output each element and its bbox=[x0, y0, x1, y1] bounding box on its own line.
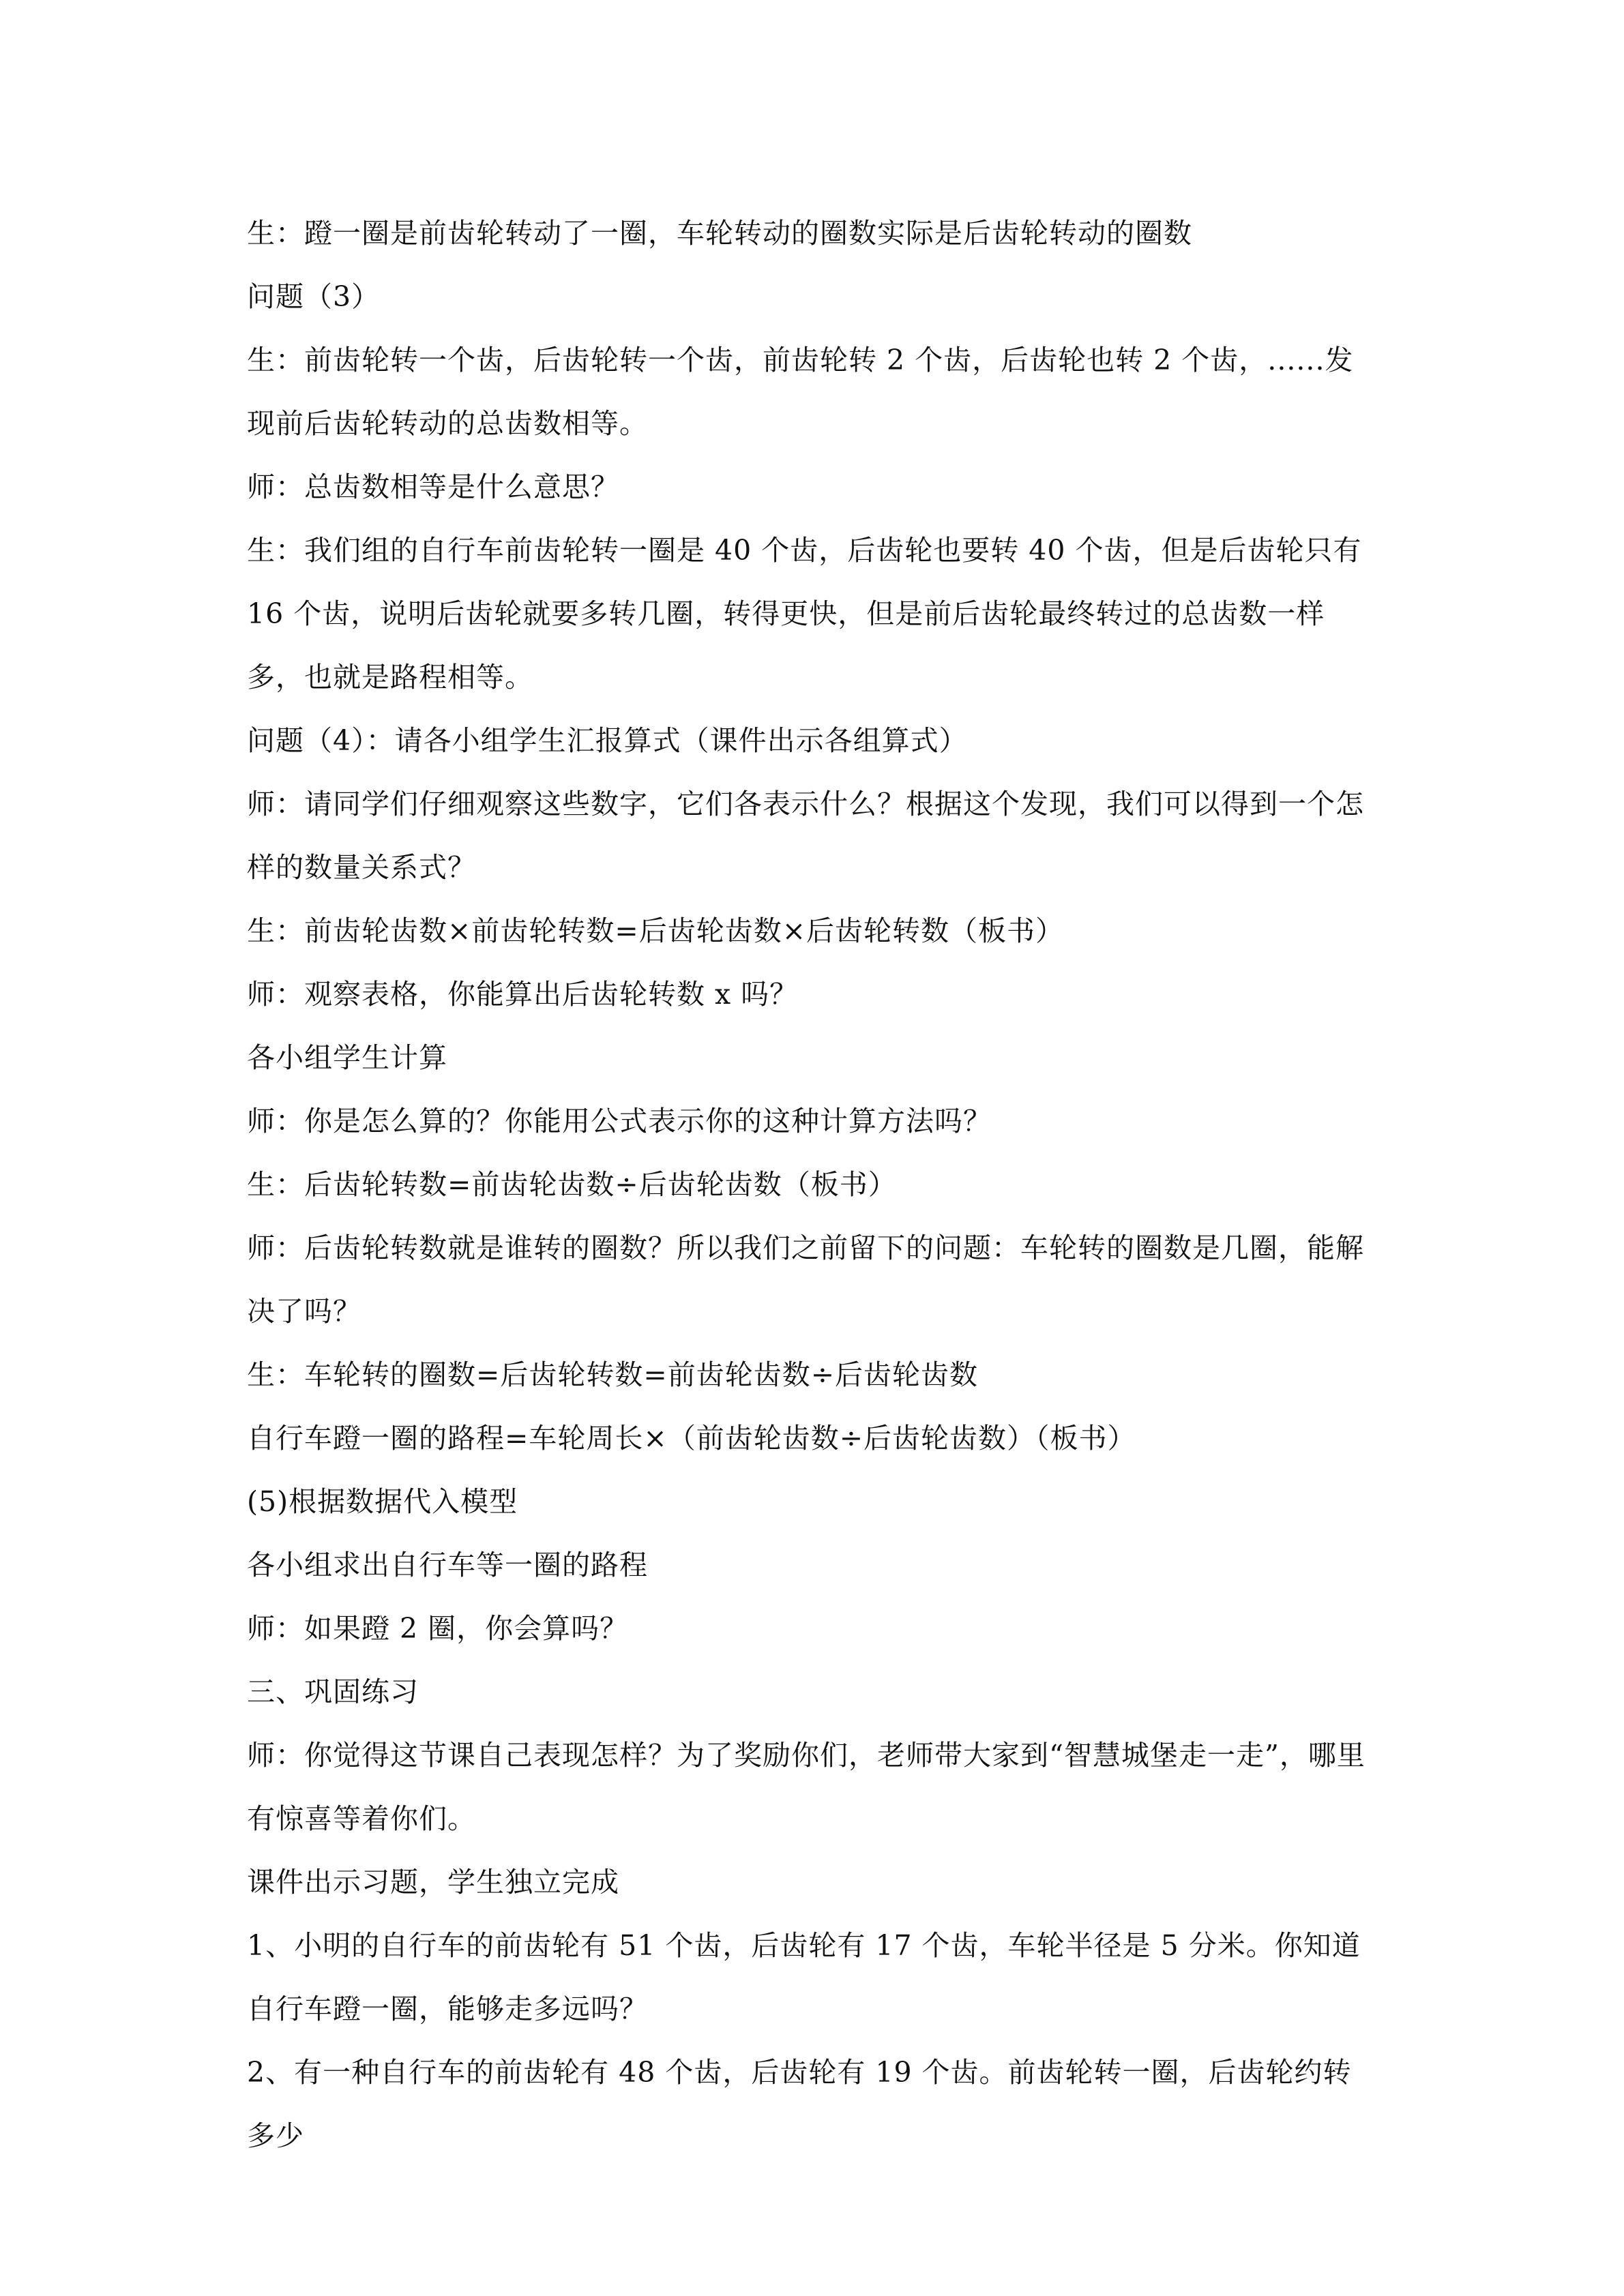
paragraph: 课件出示习题，学生独立完成 bbox=[247, 1866, 619, 1898]
paragraph: 问题（3） bbox=[247, 280, 381, 313]
paragraph: 自行车蹬一圈的路程=车轮周长×（前齿轮齿数÷后齿轮齿数）（板书） bbox=[247, 1422, 1136, 1455]
paragraph: 师：如果蹬 2 圈，你会算吗？ bbox=[247, 1612, 629, 1645]
paragraph: 师：你觉得这节课自己表现怎样？为了奖励你们，老师带大家到“智慧城堡走一走”，哪里有惊喜等着你们。 bbox=[247, 1739, 1365, 1835]
paragraph: 问题（4）：请各小组学生汇报算式（课件出示各组算式） bbox=[247, 724, 968, 757]
exercise-item: 1、小明的自行车的前齿轮有 51 个齿，后齿轮有 17 个齿，车轮半径是 5 分米。你知道自行车蹬一圈，能够走多远吗？ bbox=[247, 1929, 1361, 2025]
paragraph: 生：我们组的自行车前齿轮转一圈是 40 个齿，后齿轮也要转 40 个齿，但是后齿轮只有 16 个齿，说明后齿轮就要多转几圈，转得更快，但是前后齿轮最终转过的总齿数一样多，也就是路程相等。 bbox=[247, 534, 1362, 694]
paragraph: 师：后齿轮转数就是谁转的圈数？所以我们之前留下的问题：车轮转的圈数是几圈，能解决了吗？ bbox=[247, 1232, 1364, 1328]
paragraph: 师：观察表格，你能算出后齿轮转数 x 吗？ bbox=[247, 978, 799, 1011]
paragraph: 师：请同学们仔细观察这些数字，它们各表示什么？根据这个发现，我们可以得到一个怎样的数量关系式？ bbox=[247, 788, 1364, 884]
paragraph: 师：你是怎么算的？你能用公式表示你的这种计算方法吗？ bbox=[247, 1105, 992, 1137]
exercise-item: 2、有一种自行车的前齿轮有 48 个齿，后齿轮有 19 个齿。前齿轮转一圈，后齿轮约转多少 bbox=[247, 2056, 1352, 2152]
paragraph: 各小组求出自行车等一圈的路程 bbox=[247, 1549, 648, 1581]
paragraph: 师：总齿数相等是什么意思？ bbox=[247, 471, 619, 503]
paragraph: 生：前齿轮齿数×前齿轮转数=后齿轮齿数×后齿轮转数（板书） bbox=[247, 914, 1065, 947]
paragraph: 生：前齿轮转一个齿，后齿轮转一个齿，前齿轮转 2 个齿，后齿轮也转 2 个齿，......发现前后齿轮转动的总齿数相等。 bbox=[247, 344, 1354, 440]
document-body bbox=[247, 202, 1379, 2168]
paragraph: 各小组学生计算 bbox=[247, 1041, 447, 1074]
paragraph: 生：车轮转的圈数=后齿轮转数=前齿轮齿数÷后齿轮齿数 bbox=[247, 1358, 979, 1391]
paragraph: (5)根据数据代入模型 bbox=[247, 1485, 518, 1518]
section-heading: 三、巩固练习 bbox=[247, 1675, 419, 1708]
paragraph: 生：后齿轮转数=前齿轮齿数÷后齿轮齿数（板书） bbox=[247, 1168, 897, 1201]
paragraph: 生：蹬一圈是前齿轮转动了一圈，车轮转动的圈数实际是后齿轮转动的圈数 bbox=[247, 217, 1192, 250]
